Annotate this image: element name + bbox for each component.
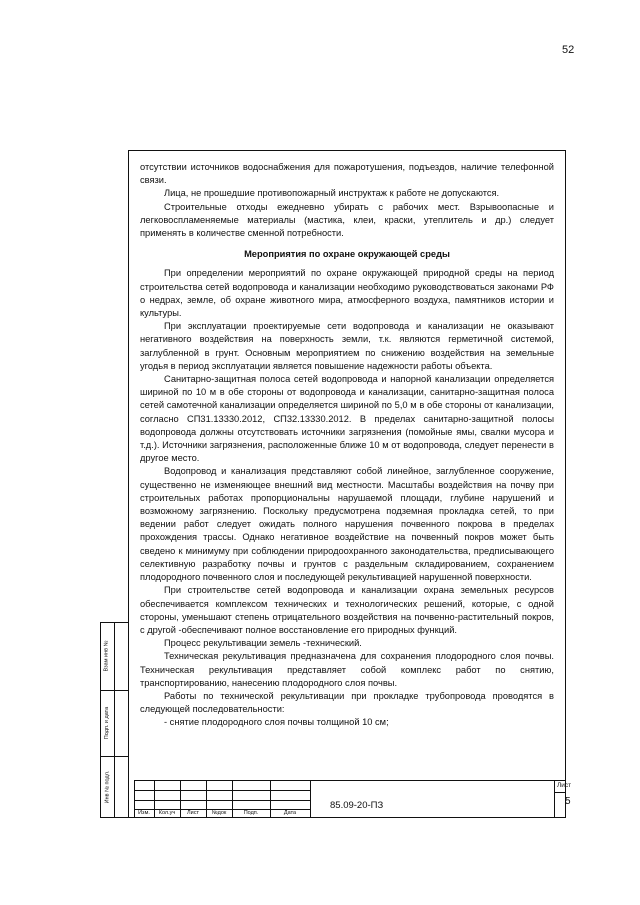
paragraph: При строительстве сетей водопровода и канализации охрана земельных ресурсов обеспечивается комплексом технических и технологических решений, которые, с одной стороны, уменьшают степень отрицательного воздействия на почвенно-растительный покров, с другой -обеспечивают полное восстановление его природных функций.: [140, 585, 554, 635]
stamp-label-inventory: Инв № подл.: [104, 770, 111, 804]
tb-line: [134, 780, 566, 781]
paragraph: - снятие плодородного слоя почвы толщиной 10 см;: [164, 717, 389, 728]
sheet-label: Лист: [557, 782, 572, 789]
margin-stamp: [100, 622, 128, 818]
paragraph: При определении мероприятий по охране окружающей природной среды на период строительства сетей водопровода и канализации необходимо руководствоваться законами РФ о недрах, земле, об охране животного мира, атмосферного воздуха, памятников истории и культуры.: [140, 268, 554, 319]
tb-label-izm: Изм.: [138, 810, 150, 816]
tb-line: [554, 792, 566, 793]
paragraph: Строительные отходы ежедневно убирать с рабочих мест. Взрывоопасные и легковоспламеняемые материалы (мастика, клеи, краски, утеплитель и др.) следует применять в количестве сменной потребности.: [140, 201, 554, 239]
tb-label-ndok: №док: [211, 810, 227, 816]
paragraph: отсутствии источников водоснабжения для пожаротушения, подъездов, наличие телефонной связи.: [140, 162, 554, 186]
tb-line: [134, 800, 310, 801]
stamp-label-replacement: Взам инв №: [104, 640, 110, 672]
tb-line: [134, 790, 310, 791]
page-number: 52: [562, 44, 575, 56]
paragraph: Лица, не прошедшие противопожарный инструктаж к работе не допускаются.: [164, 188, 500, 199]
section-heading: Мероприятия по охране окружающей среды: [244, 249, 450, 260]
tb-label-kol: Кол.уч: [158, 810, 176, 816]
paragraph: Работы по технической рекультивации при прокладке трубопровода проводятся в следующей последовательности:: [140, 690, 554, 715]
tb-label-list: Лист: [187, 810, 199, 816]
tb-label-data: Дата: [283, 810, 297, 816]
paragraph: Техническая рекультивация предназначена для сохранения плодородного слоя почвы. Техническая рекультивация представляет собой комплекс работ по снятию, транспортированию, нанесению плодородного слоя почвы.: [140, 651, 554, 688]
stamp-divider: [114, 622, 115, 818]
document-body: [140, 161, 554, 730]
paragraph: Водопровод и канализация представляют собой линейное, заглубленное сооружение, существенно не изменяющее внешний вид местности. Масштабы воздействия на почву при строительных работах пропорциональны нарушаемой площади, глубине нарушений и возможному загрязнению. Поскольку предусмотрена подземная прокладка сетей, то при ведении работ следует ожидать полного нарушения почвенного покрова в пределах прохождения трассы. Однако негативное воздействие на почвенный покров может быть сведено к минимуму при соблюдении природоохранного законодательства, предписывающего селективную разработку почвы и грунтов с раздельным складированием, сохранением плодородного почвенного слоя и последующей рекультивацией нарушенной поверхности.: [140, 466, 554, 583]
tb-label-podp: Подп.: [243, 810, 259, 816]
sheet-number: 5: [565, 796, 571, 807]
stamp-label-signature: Подп. и дата: [104, 706, 110, 740]
paragraph: При эксплуатации проектируемые сети водопровода и канализации не оказывают негативного воздействия на поверхность земли, т.к. являются герметичной системой, заглубленной в грунт. Основным мероприятием по снижению воздействия на земельные угодья в период эксплуатации является повышение надежности работы объекта.: [140, 321, 554, 371]
tb-line: [554, 780, 555, 818]
title-block: [134, 780, 566, 818]
tb-line: [310, 780, 311, 818]
document-code: 85.09-20-ПЗ: [330, 800, 384, 811]
paragraph: Санитарно-защитная полоса сетей водопровода и напорной канализации определяется шириной по 10 м в обе стороны от водопровода и канализации, санитарно-защитная полоса сетей самотечной канализации определяется шириной по 5,0 м в обе стороны от канализации, согласно СП31.13330.2012, СП32.13330.2012. В пределах санитарно-защитной полосы водопровода должны отсутствовать источники загрязнения (помойные ямы, свалки мусора и т.д.). Источники загрязнения, расположенные ближе 10 м от водопровода, следует перенести в другое место.: [140, 374, 554, 464]
paragraph: Процесс рекультивации земель -технический.: [164, 638, 362, 649]
